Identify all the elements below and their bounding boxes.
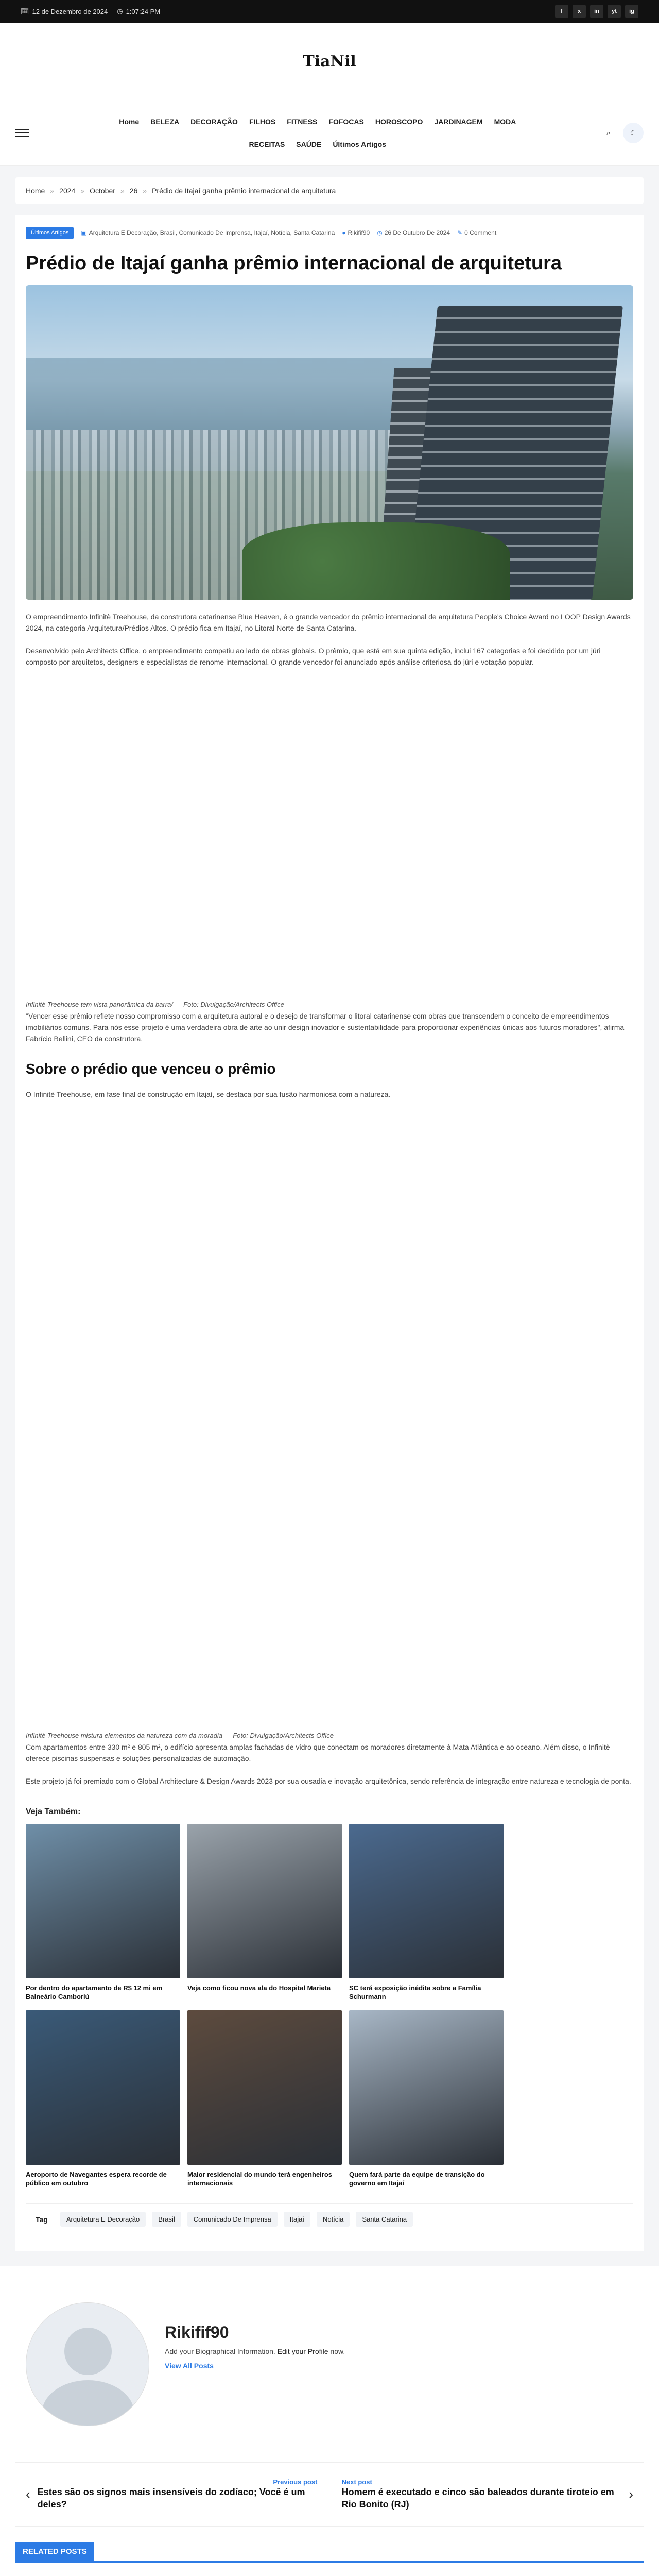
next-post-label: Next post [341,2478,372,2486]
menu-item-decoracao[interactable]: DECORAÇÃO [190,117,238,126]
tag[interactable]: Santa Catarina [356,2212,413,2227]
social-links [555,5,638,18]
hamburger-icon[interactable] [15,129,29,137]
breadcrumb: Home » 2024 » October » 26 » Prédio de Itajaí ganha prêmio internacional de arquitetura [15,177,644,204]
breadcrumb-year[interactable]: 2024 [59,187,76,195]
see-also-thumbnail[interactable] [349,1824,504,1978]
dark-mode-toggle-icon[interactable]: ☾ [623,123,644,143]
hero-image [26,285,633,600]
tags-box [26,2203,633,2235]
see-also-card[interactable] [26,2010,180,2188]
comment-count[interactable]: 0 Comment [464,229,497,236]
site-header [0,23,659,100]
see-also-thumbnail[interactable] [26,1824,180,1978]
avatar[interactable] [26,2302,149,2426]
see-also-title[interactable]: SC terá exposição inédita sobre a Família Schurmann [349,1984,481,2001]
menu-item-beleza[interactable]: BELEZA [150,117,180,126]
tag[interactable]: Comunicado De Imprensa [187,2212,278,2227]
see-also-thumbnail[interactable] [187,1824,342,1978]
view-all-posts-link[interactable]: View All Posts [165,2362,214,2370]
related-posts [15,2542,644,2576]
breadcrumb-day[interactable]: 26 [129,187,138,195]
see-also-title[interactable]: Quem fará parte da equipe de transição do governo em Itajaí [349,2171,485,2187]
date-display [21,7,108,15]
previous-post-title[interactable]: Estes são os signos mais insensíveis do zodíaco; Você é um deles? [37,2487,305,2510]
paragraph: Desenvolvido pelo Architects Office, o empreendimento competiu ao lado de obras globais. O prêmio, que está em sua quinta edição, inclui 167 categorias e foi decidido por um júri composto por arquitetos, designers e especialistas de renome internacional. O grande vencedor foi anunciado após análise criteriosa do júri e votação popular. [26,647,601,666]
search-icon[interactable]: ⌕ [606,128,611,138]
see-also-card[interactable] [349,2010,504,2188]
time-text: 1:07:24 PM [126,7,161,15]
x-icon[interactable]: x [573,5,586,18]
paragraph: O Infinitè Treehouse, em fase final de construção em Itajaí, se destaca por sua fusão harmoniosa com a natureza. [26,1090,391,1098]
menu-item-jardinagem[interactable]: JARDINAGEM [434,117,483,126]
menu-item-moda[interactable]: MODA [494,117,516,126]
see-also-title[interactable]: Veja como ficou nova ala do Hospital Marieta [187,1984,331,1992]
post-date[interactable]: 26 De Outubro De 2024 [384,229,450,236]
see-also-title[interactable]: Aeroporto de Navegantes espera recorde de público em outubro [26,2171,167,2187]
categories-list[interactable]: Arquitetura E Decoração, Brasil, Comunicado De Imprensa, Itajaí, Notícia, Santa Catarina [89,229,335,236]
post-navigation [15,2462,644,2527]
see-also-card[interactable] [349,1824,504,2001]
paragraph: Com apartamentos entre 330 m² e 805 m², o edifício apresenta amplas fachadas de vidro que conectam os moradores diretamente à Mata Atlântica e ao oceano. Além disso, o Infinitè oferece piscinas suspensas e soluções personalizadas de automação. [26,1743,610,1762]
category-badge[interactable]: Últimos Artigos [26,227,74,239]
chevron-left-icon[interactable]: ‹ [26,2486,30,2502]
tag[interactable]: Brasil [152,2212,181,2227]
edit-profile-link[interactable]: Edit your Profile [277,2347,328,2355]
calendar-icon: 🗓 [21,7,29,15]
menu-item-horoscopo[interactable]: HOROSCOPO [375,117,423,126]
instagram-icon[interactable]: ig [625,5,638,18]
embedded-image-placeholder [26,668,633,997]
article-title: Prédio de Itajaí ganha prêmio internacional de arquitetura [26,252,562,274]
image-caption: Infinitè Treehouse tem vista panorâmica da barra/ — Foto: Divulgação/Architects Office [26,1001,284,1008]
see-also-thumbnail[interactable] [349,2010,504,2165]
tag[interactable]: Notícia [317,2212,350,2227]
top-bar [0,0,659,23]
menu-item-home[interactable]: Home [119,117,140,126]
related-posts-heading: RELATED POSTS [15,2542,94,2561]
youtube-icon[interactable]: yt [608,5,621,18]
folder-icon: ▣ [81,229,87,236]
calendar-icon: ◷ [377,229,383,236]
tags-label: Tag [36,2215,48,2224]
facebook-icon[interactable]: f [555,5,568,18]
next-post[interactable] [342,2478,633,2511]
see-also-card[interactable] [187,2010,342,2188]
time-display [117,7,160,15]
tag[interactable]: Itajaí [284,2212,310,2227]
breadcrumb-current: Prédio de Itajaí ganha prêmio internacional de arquitetura [152,187,336,195]
menu-item-filhos[interactable]: FILHOS [249,117,276,126]
see-also [26,1807,633,2188]
previous-post[interactable] [26,2478,317,2511]
date-text: 12 de Dezembro de 2024 [32,7,108,15]
menu-item-ultimos-artigos[interactable]: Últimos Artigos [333,140,387,148]
breadcrumb-home[interactable]: Home [26,187,45,195]
see-also-title[interactable]: Maior residencial do mundo terá engenheiros internacionais [187,2171,333,2187]
article [15,215,644,2251]
menu-item-fitness[interactable]: FITNESS [287,117,318,126]
comment-icon: ✎ [457,229,463,236]
image-caption: Infinitè Treehouse mistura elementos da natureza com da moradia — Foto: Divulgação/Architects Office [26,1732,334,1739]
chevron-right-icon[interactable]: › [629,2486,633,2502]
see-also-heading: Veja Também: [26,1807,81,1816]
see-also-title[interactable]: Por dentro do apartamento de R$ 12 mi em Balneário Camboriú [26,1984,163,2001]
see-also-card[interactable] [187,1824,342,2001]
section-heading: Sobre o prédio que venceu o prêmio [26,1061,276,1077]
tag[interactable]: Arquitetura E Decoração [60,2212,146,2227]
quote-paragraph: "Vencer esse prêmio reflete nosso compromisso com a arquitetura autoral e o desejo de transformar o litoral catarinense com obras que transcendem o conceito de empreendimentos imobiliários comuns. Para nós esse projeto é uma verdadeira obra de arte ao unir design inovador e sustentabilidade para proporcionar experiências únicas aos futuros moradores", afirma Fabrício Bellini, CEO da construtora. [26,1012,625,1043]
see-also-thumbnail[interactable] [187,2010,342,2165]
menu-item-saude[interactable]: SAÚDE [296,140,322,148]
see-also-thumbnail[interactable] [26,2010,180,2165]
linkedin-icon[interactable]: in [590,5,603,18]
paragraph: O empreendimento Infinitè Treehouse, da construtora catarinense Blue Heaven, é o grande vencedor do prêmio internacional de arquitetura People's Choice Award no LOOP Design Awards 2024, na categoria Arquitetura/Prédios Altos. O prédio fica em Itajaí, no Litoral Norte de Santa Catarina. [26,613,631,632]
user-icon: ● [342,229,346,236]
site-logo[interactable]: TiaNil [303,52,356,71]
author-name[interactable]: Rikifif90 [165,2323,229,2342]
see-also-card[interactable] [26,1824,180,2001]
menu-item-receitas[interactable]: RECEITAS [249,140,285,148]
breadcrumb-month[interactable]: October [90,187,115,195]
clock-icon: ◷ [117,7,123,15]
article-meta [26,227,633,239]
next-post-title[interactable]: Homem é executado e cinco são baleados durante tiroteio em Rio Bonito (RJ) [341,2487,614,2510]
menu [29,117,606,148]
author-bio: Add your Biographical Information. Edit your Profile now. [165,2347,345,2355]
author-box [15,2282,644,2447]
embedded-image-placeholder [26,1100,633,1728]
author-link[interactable]: Rikifif90 [348,229,370,236]
previous-post-label: Previous post [273,2478,318,2486]
paragraph: Este projeto já foi premiado com o Global Architecture & Design Awards 2023 por sua ousadia e inovação arquitetônica, sendo referência de integração entre natureza e tecnologia de ponta. [26,1777,631,1785]
main-nav [0,100,659,166]
menu-item-fofocas[interactable]: FOFOCAS [328,117,364,126]
